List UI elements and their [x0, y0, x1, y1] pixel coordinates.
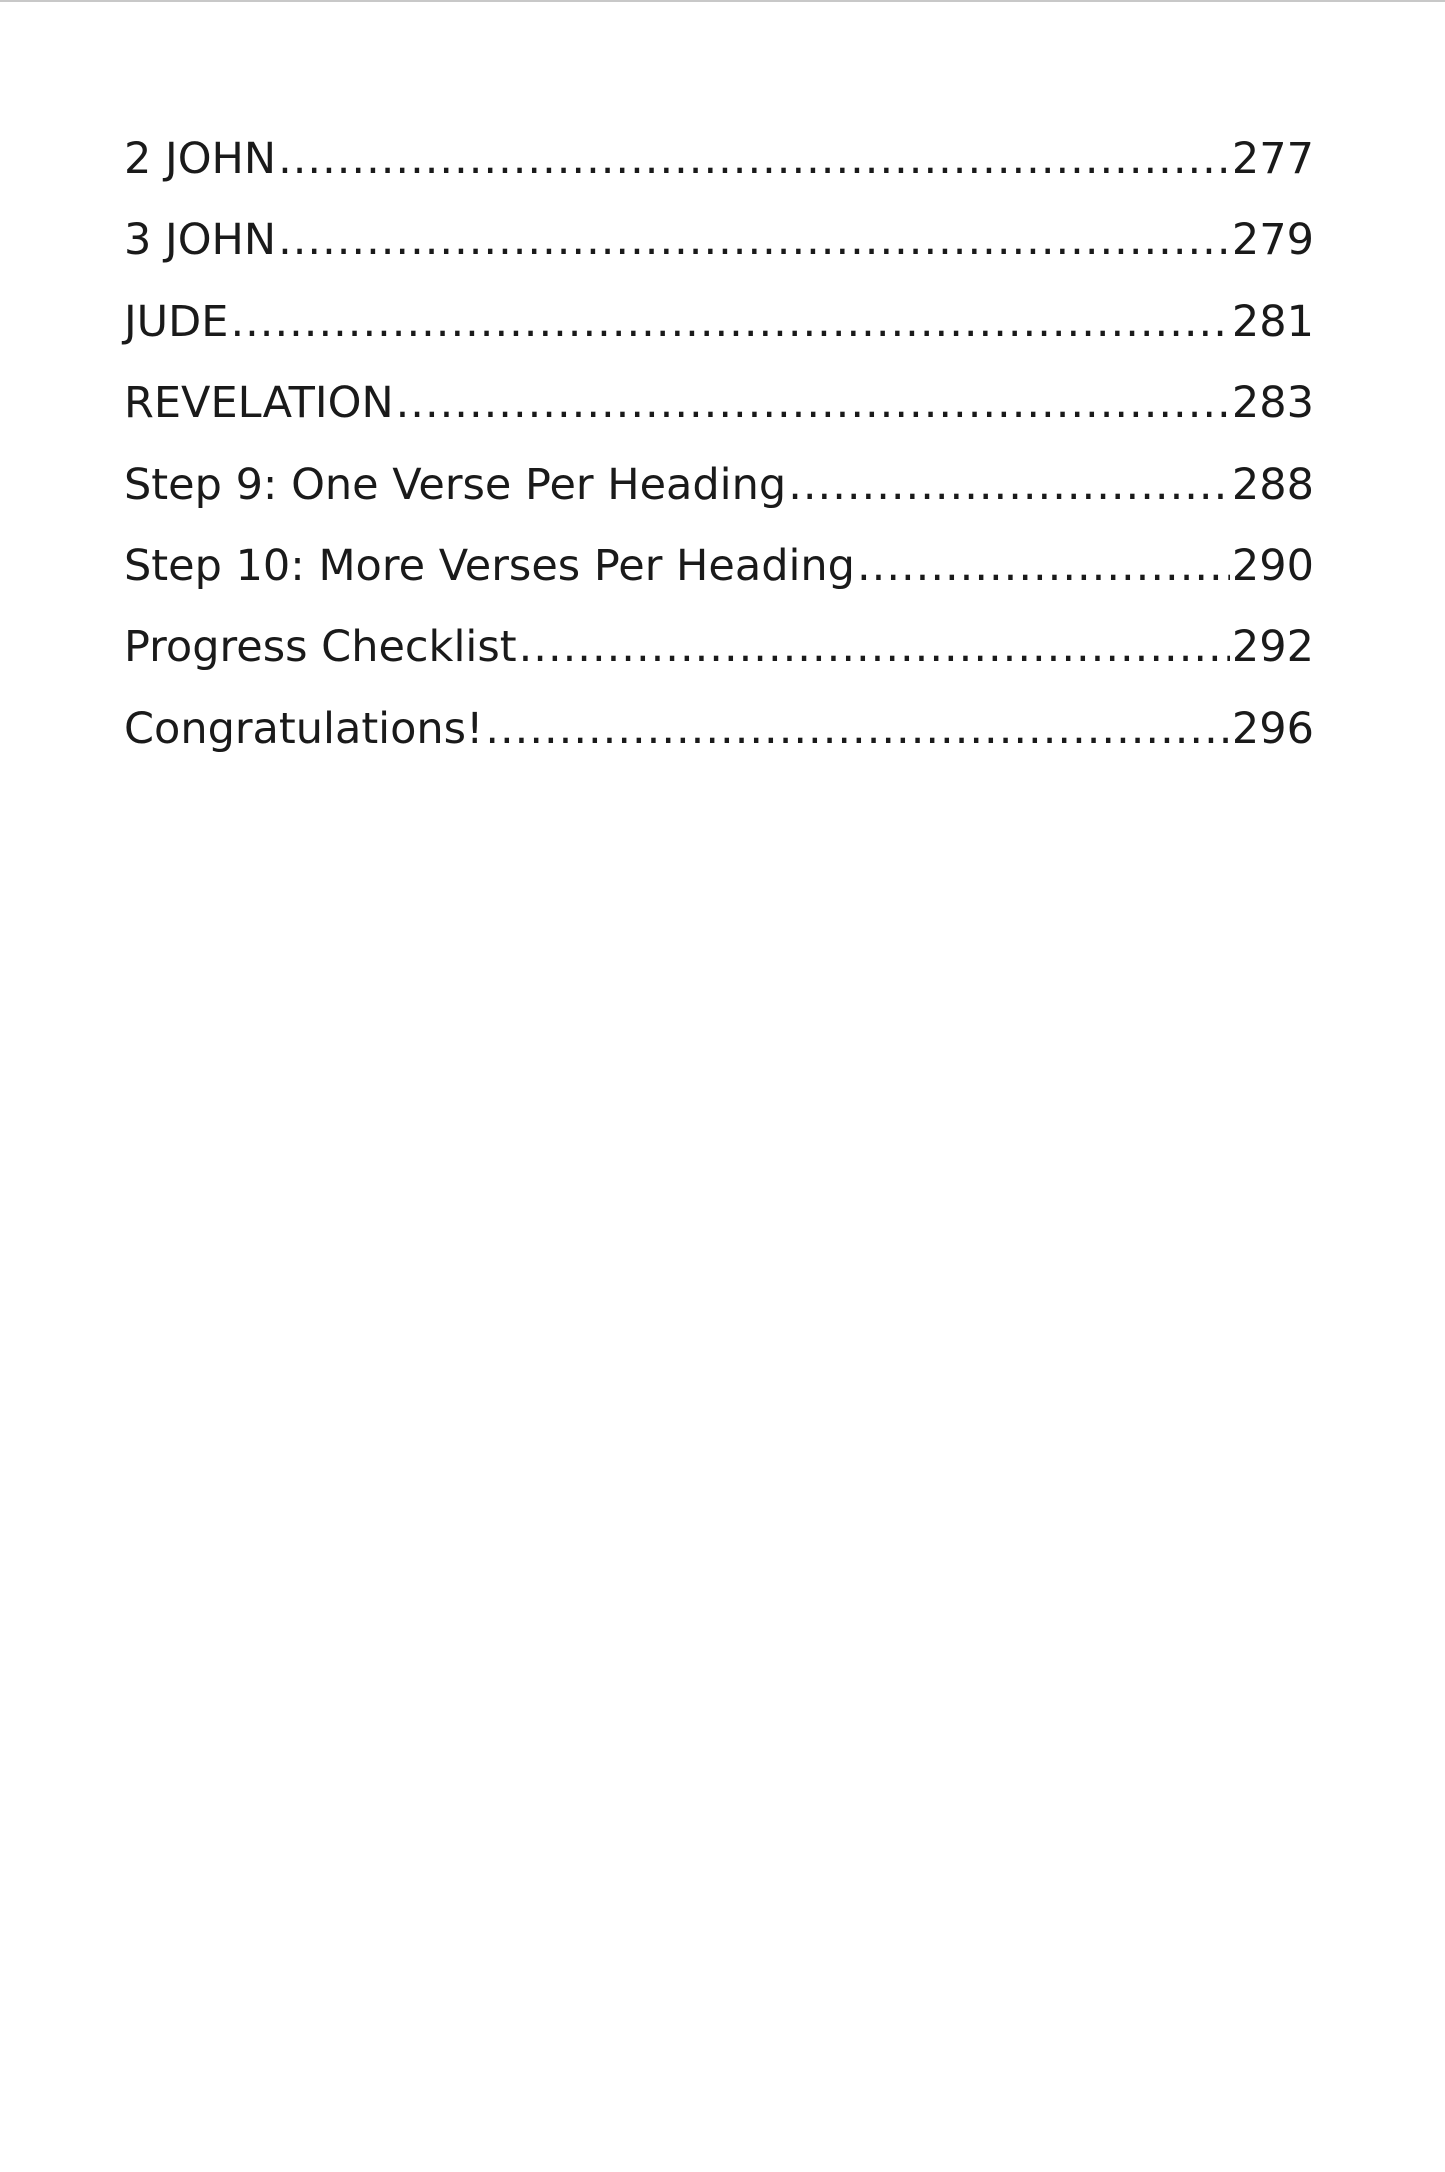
toc-entry-title: REVELATION — [124, 378, 394, 429]
toc-entry-step-10[interactable] — [124, 531, 1314, 612]
dot-leader — [857, 531, 1230, 602]
toc-entry-page: 288 — [1231, 459, 1314, 510]
toc-entry-page: 292 — [1231, 622, 1314, 673]
dot-leader — [519, 612, 1230, 683]
dot-leader — [278, 205, 1230, 276]
dot-leader — [485, 694, 1230, 765]
toc-entry-jude[interactable] — [124, 287, 1314, 368]
dot-leader — [278, 124, 1230, 195]
dot-leader — [396, 368, 1230, 439]
toc-entry-2-john[interactable] — [124, 124, 1314, 205]
toc-entry-page: 296 — [1231, 703, 1314, 754]
dot-leader — [230, 287, 1229, 358]
toc-entry-page: 279 — [1231, 215, 1314, 266]
toc-entry-step-9[interactable] — [124, 450, 1314, 531]
toc-entry-title: Step 9: One Verse Per Heading — [124, 459, 787, 510]
page-top-border — [0, 0, 1445, 2]
toc-entry-page: 281 — [1231, 296, 1314, 347]
toc-entry-progress-checklist[interactable] — [124, 612, 1314, 693]
toc-entry-title: 3 JOHN — [124, 215, 277, 266]
toc-entry-title: 2 JOHN — [124, 134, 277, 184]
toc-entry-page: 283 — [1231, 378, 1314, 429]
toc-entry-page: 277 — [1231, 134, 1314, 184]
toc-entry-congratulations[interactable] — [124, 694, 1314, 775]
toc-entry-page: 290 — [1231, 540, 1314, 591]
toc-entry-title: Congratulations! — [124, 703, 484, 754]
toc-entry-title: JUDE — [124, 296, 229, 347]
dot-leader — [788, 450, 1230, 521]
toc-entry-title: Progress Checklist — [124, 622, 517, 673]
toc-entry-revelation[interactable] — [124, 368, 1314, 449]
toc-entry-3-john[interactable] — [124, 205, 1314, 286]
table-of-contents — [124, 124, 1314, 775]
toc-entry-title: Step 10: More Verses Per Heading — [124, 540, 855, 591]
